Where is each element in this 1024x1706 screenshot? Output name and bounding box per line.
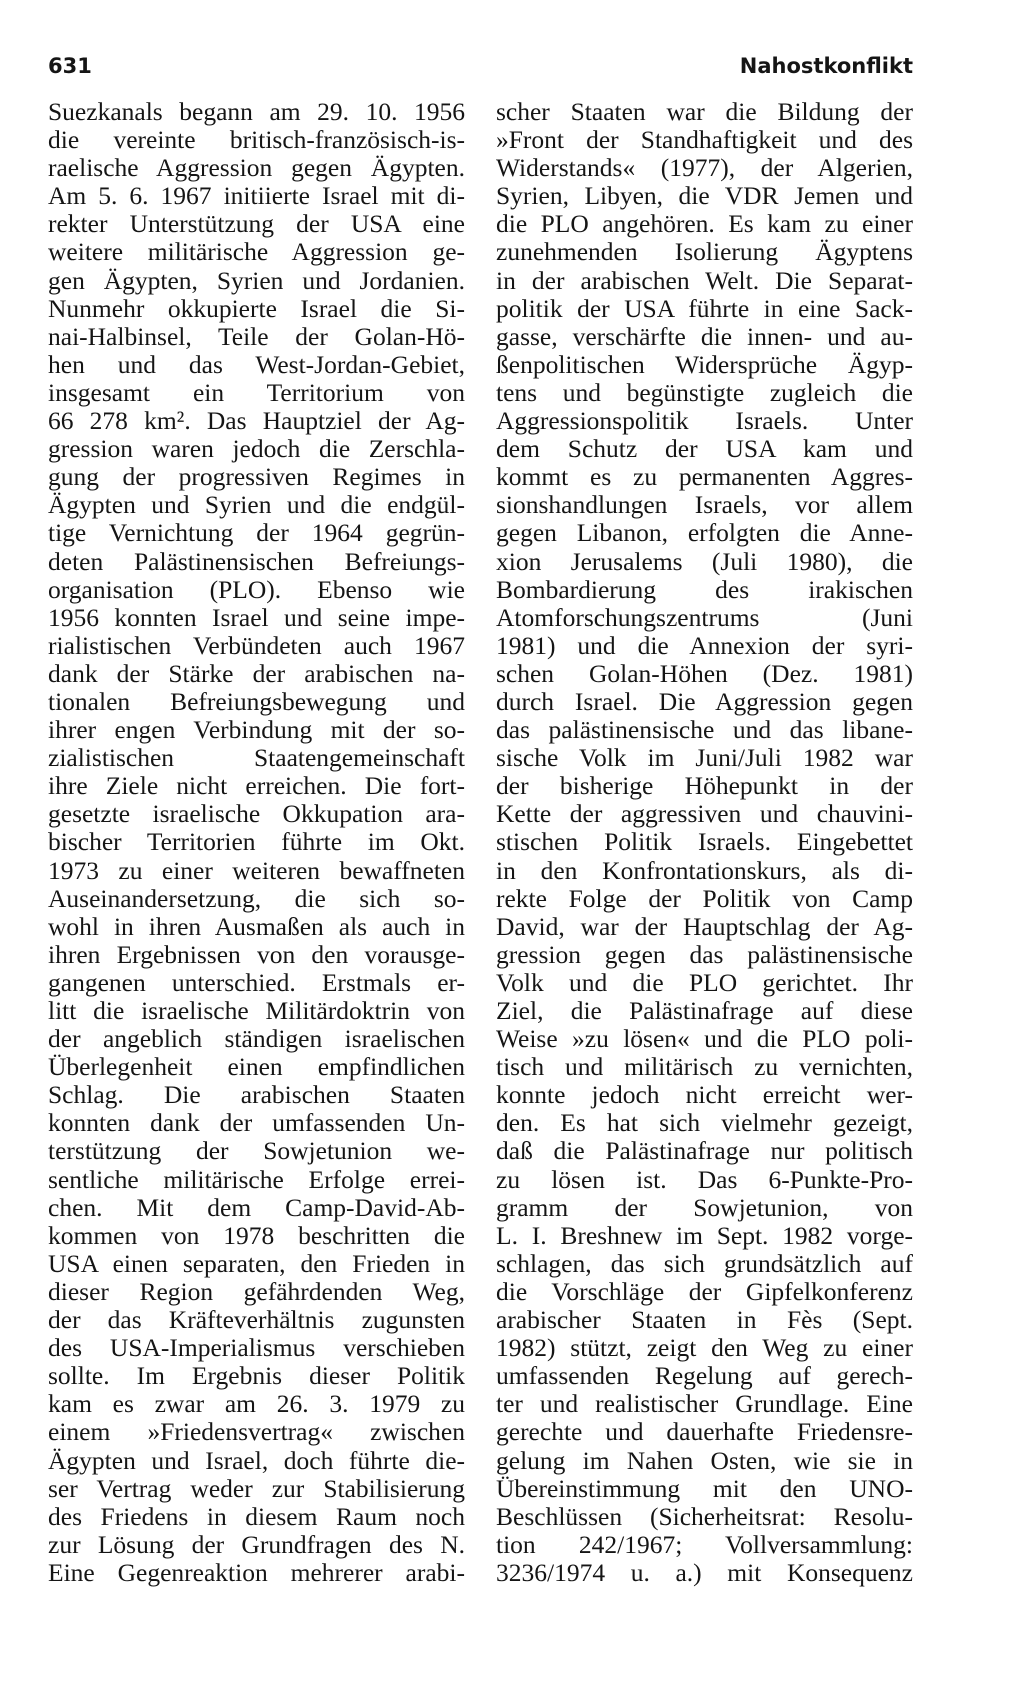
text-line: Kette der aggressiven und chauvini- — [496, 800, 913, 829]
text-line: die Vorschläge der Gipfelkonferenz — [496, 1277, 913, 1306]
text-line: daß die Palästinafrage nur politisch — [496, 1137, 913, 1166]
text-line: gasse, verschärfte die innen- und au- — [496, 322, 913, 351]
text-line: die vereinte britisch-französisch-is- — [48, 126, 465, 155]
text-line: gen Ägypten, Syrien und Jordanien. — [48, 266, 465, 295]
text-line: tige Vernichtung der 1964 gegrün- — [48, 519, 465, 548]
text-line: des USA-Imperialismus verschieben — [48, 1334, 465, 1363]
text-line: politik der USA führte in eine Sack- — [496, 294, 913, 323]
text-line: David, war der Hauptschlag der Ag- — [496, 912, 913, 941]
text-line: arabischer Staaten in Fès (Sept. — [496, 1306, 913, 1335]
text-line: den. Es hat sich vielmehr gezeigt, — [496, 1109, 913, 1138]
text-line: die PLO angehören. Es kam zu einer — [496, 210, 913, 239]
text-line: Nunmehr okkupierte Israel die Si- — [48, 294, 465, 323]
text-line: ihrer engen Verbindung mit der so- — [48, 716, 465, 745]
text-line: Ziel, die Palästinafrage auf diese — [496, 997, 913, 1025]
text-line: Schlag. Die arabischen Staaten — [48, 1081, 465, 1110]
text-line: scher Staaten war die Bildung der — [496, 98, 913, 126]
text-line: Weise »zu lösen« und die PLO poli- — [496, 1025, 913, 1054]
text-line: 1973 zu einer weiteren bewaffneten — [48, 856, 465, 885]
text-line: wohl in ihren Ausmaßen als auch in — [48, 912, 465, 941]
text-line: gangenen unterschied. Erstmals er- — [48, 968, 465, 997]
text-line: der angeblich ständigen israelischen — [48, 1025, 465, 1054]
text-line: Suezkanals begann am 29. 10. 1956 — [48, 98, 465, 126]
document-page — [48, 48, 913, 1668]
text-line: L. I. Breshnew im Sept. 1982 vorge- — [496, 1221, 913, 1250]
page-number: 631 — [48, 54, 92, 78]
text-line: Widerstands« (1977), der Algerien, — [496, 154, 913, 183]
text-line: konnten dank der umfassenden Un- — [48, 1109, 465, 1138]
text-line: der das Kräfteverhältnis zugunsten — [48, 1306, 465, 1335]
text-line: Volk und die PLO gerichtet. Ihr — [496, 968, 913, 997]
text-line: des Friedens in diesem Raum noch — [48, 1502, 465, 1531]
text-line: gegen Libanon, erfolgten die Anne- — [496, 519, 913, 548]
text-line: raelische Aggression gegen Ägypten. — [48, 154, 465, 183]
text-line: ßenpolitischen Widersprüche Ägyp- — [496, 350, 913, 379]
text-line: weitere militärische Aggression ge- — [48, 238, 465, 267]
text-line: einem »Friedensvertrag« zwischen — [48, 1418, 465, 1447]
text-line: 3236/1974 u. a.) mit Konsequenz — [496, 1558, 913, 1587]
text-line: insgesamt ein Territorium von — [48, 378, 465, 407]
text-line: USA einen separaten, den Frieden in — [48, 1249, 465, 1278]
text-line: deten Palästinensischen Befreiungs- — [48, 547, 465, 576]
text-line: ser Vertrag weder zur Stabilisierung — [48, 1474, 465, 1503]
text-line: Ägypten und Israel, doch führte die- — [48, 1446, 465, 1475]
text-line: Eine Gegenreaktion mehrerer arabi- — [48, 1558, 465, 1587]
text-line: umfassenden Regelung auf gerech- — [496, 1362, 913, 1391]
text-line: Syrien, Libyen, die VDR Jemen und — [496, 182, 913, 211]
text-line: dieser Region gefährdenden Weg, — [48, 1277, 465, 1306]
text-line: »Front der Standhaftigkeit und des — [496, 126, 913, 155]
text-line: gelung im Nahen Osten, wie sie in — [496, 1446, 913, 1475]
text-line: kommen von 1978 beschritten die — [48, 1221, 465, 1250]
text-line: in den Konfrontationskurs, als di- — [496, 856, 913, 885]
text-line: gung der progressiven Regimes in — [48, 463, 465, 492]
text-line: rekte Folge der Politik von Camp — [496, 884, 913, 913]
page-header — [48, 48, 913, 84]
text-line: xion Jerusalems (Juli 1980), die — [496, 547, 913, 576]
text-line: gramm der Sowjetunion, von — [496, 1193, 913, 1222]
text-line: ter und realistischer Grundlage. Eine — [496, 1390, 913, 1419]
text-column-left — [48, 98, 465, 1587]
text-line: organisation (PLO). Ebenso wie — [48, 575, 465, 604]
text-column-right — [496, 98, 913, 1587]
text-line: tionalen Befreiungsbewegung und — [48, 687, 465, 716]
text-line: Auseinandersetzung, die sich so- — [48, 884, 465, 913]
text-line: litt die israelische Militärdoktrin von — [48, 997, 465, 1025]
text-line: Atomforschungszentrums (Juni — [496, 603, 913, 632]
text-line: Am 5. 6. 1967 initiierte Israel mit di- — [48, 182, 465, 211]
text-columns — [48, 98, 913, 1587]
section-title: Nahostkonflikt — [739, 54, 913, 78]
text-line: sische Volk im Juni/Juli 1982 war — [496, 744, 913, 773]
text-line: tion 242/1967; Vollversammlung: — [496, 1530, 913, 1559]
text-line: gesetzte israelische Okkupation ara- — [48, 800, 465, 829]
text-line: 1956 konnten Israel und seine impe- — [48, 603, 465, 632]
text-line: schlagen, das sich grundsätzlich auf — [496, 1249, 913, 1278]
text-line: bischer Territorien führte im Okt. — [48, 828, 465, 857]
text-line: ihre Ziele nicht erreichen. Die fort- — [48, 772, 465, 801]
text-line: rialistischen Verbündeten auch 1967 — [48, 631, 465, 660]
text-line: hen und das West-Jordan-Gebiet, — [48, 350, 465, 379]
text-line: gression waren jedoch die Zerschla- — [48, 435, 465, 464]
text-line: rekter Unterstützung der USA eine — [48, 210, 465, 239]
text-line: Bombardierung des irakischen — [496, 575, 913, 604]
text-line: konnte jedoch nicht erreicht wer- — [496, 1081, 913, 1110]
text-line: Übereinstimmung mit den UNO- — [496, 1474, 913, 1503]
text-line: terstützung der Sowjetunion we- — [48, 1137, 465, 1166]
text-line: in der arabischen Welt. Die Separat- — [496, 266, 913, 295]
text-line: zu lösen ist. Das 6-Punkte-Pro- — [496, 1165, 913, 1194]
text-line: Ägypten und Syrien und die endgül- — [48, 491, 465, 520]
text-line: zunehmenden Isolierung Ägyptens — [496, 238, 913, 267]
text-line: 1982) stützt, zeigt den Weg zu einer — [496, 1334, 913, 1363]
text-line: chen. Mit dem Camp-David-Ab- — [48, 1193, 465, 1222]
text-line: sentliche militärische Erfolge errei- — [48, 1165, 465, 1194]
text-line: durch Israel. Die Aggression gegen — [496, 687, 913, 716]
text-line: dank der Stärke der arabischen na- — [48, 659, 465, 688]
text-line: gerechte und dauerhafte Friedensre- — [496, 1418, 913, 1447]
text-line: Überlegenheit einen empfindlichen — [48, 1053, 465, 1082]
text-line: kam es zwar am 26. 3. 1979 zu — [48, 1390, 465, 1419]
text-line: tisch und militärisch zu vernichten, — [496, 1053, 913, 1082]
text-line: sionshandlungen Israels, vor allem — [496, 491, 913, 520]
text-line: 1981) und die Annexion der syri- — [496, 631, 913, 660]
text-line: Aggressionspolitik Israels. Unter — [496, 407, 913, 436]
text-line: sollte. Im Ergebnis dieser Politik — [48, 1362, 465, 1391]
text-line: tens und begünstigte zugleich die — [496, 378, 913, 407]
text-line: nai-Halbinsel, Teile der Golan-Hö- — [48, 322, 465, 351]
text-line: Beschlüssen (Sicherheitsrat: Resolu- — [496, 1502, 913, 1531]
text-line: stischen Politik Israels. Eingebettet — [496, 828, 913, 857]
text-line: ihren Ergebnissen von den vorausge- — [48, 940, 465, 969]
text-line: schen Golan-Höhen (Dez. 1981) — [496, 659, 913, 688]
text-line: kommt es zu permanenten Aggres- — [496, 463, 913, 492]
text-line: zialistischen Staatengemeinschaft — [48, 744, 465, 773]
text-line: dem Schutz der USA kam und — [496, 435, 913, 464]
text-line: 66 278 km². Das Hauptziel der Ag- — [48, 407, 465, 436]
text-line: der bisherige Höhepunkt in der — [496, 772, 913, 801]
text-line: das palästinensische und das libane- — [496, 716, 913, 745]
text-line: gression gegen das palästinensische — [496, 940, 913, 969]
text-line: zur Lösung der Grundfragen des N. — [48, 1530, 465, 1559]
